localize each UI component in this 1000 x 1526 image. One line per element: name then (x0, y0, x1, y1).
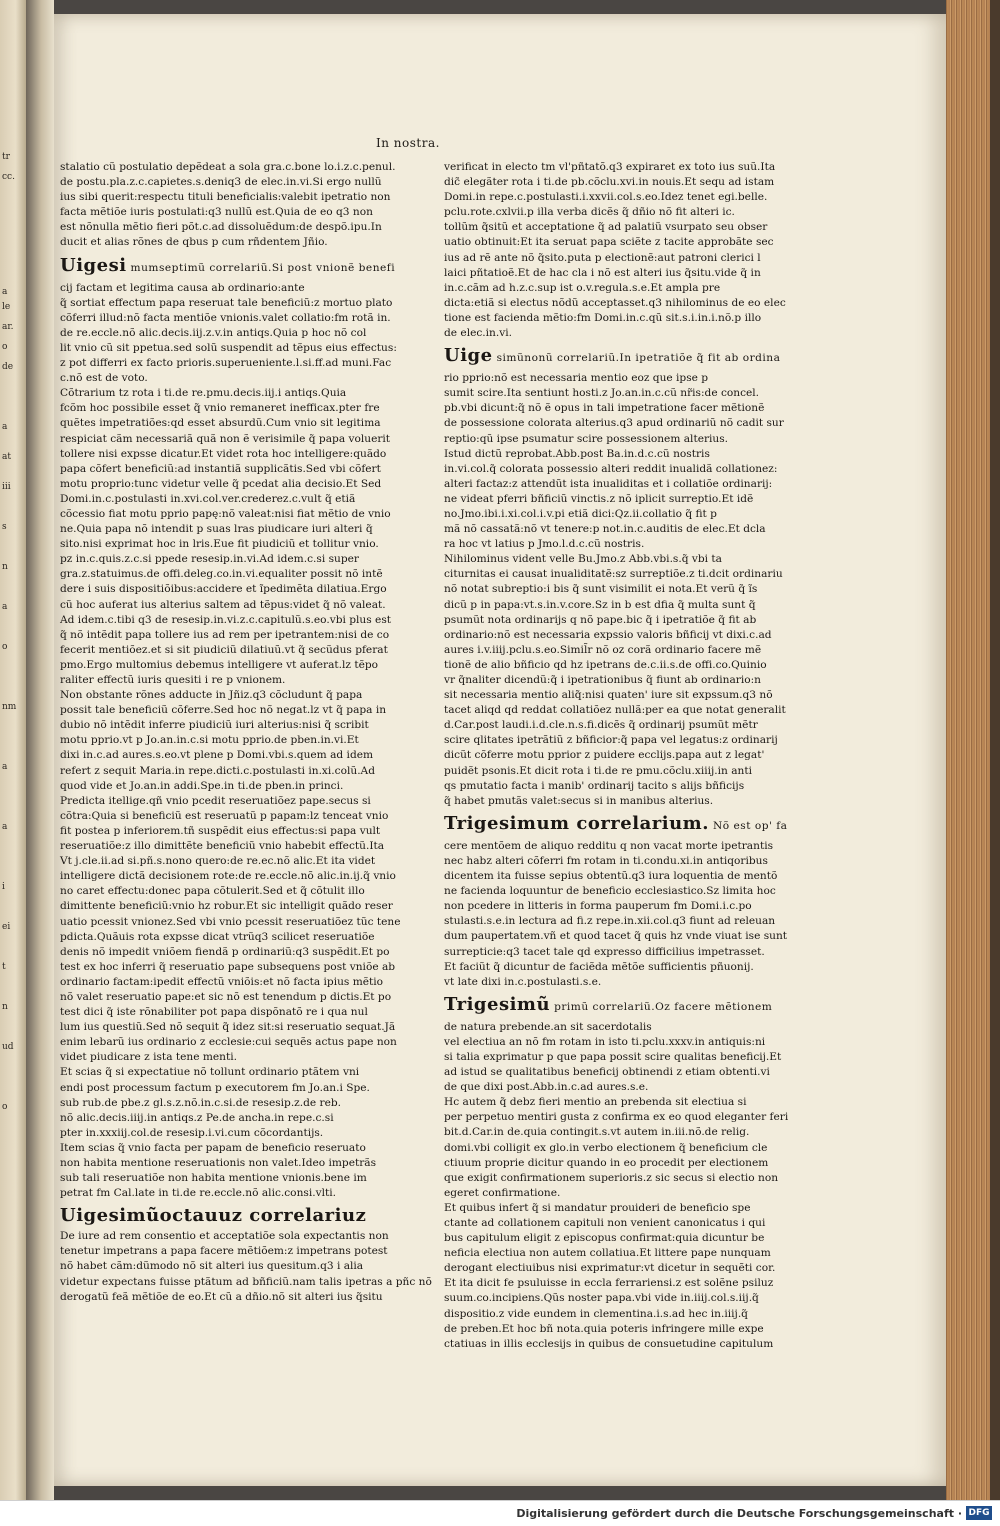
text-line: q̃ nõ intẽdit papa tollere ius ad rem per ipetrantem:nisi de co (60, 628, 390, 641)
text-line: derogant electiuibus nisi exprimatur:vt dicetur in sequẽti cor. (444, 1262, 776, 1275)
section-heading-suffix: mumseptimũ correlariũ.Si post vnionẽ benefi (130, 261, 396, 274)
text-line: in.vi.col.q̃ colorata possessio alteri reddit inualidã collationez: (444, 462, 778, 475)
text-line: dispositio.z vide eundem in clementina.i.s.ad hec in.iiij.q̃ (444, 1307, 748, 1320)
text-line: per perpetuo mentiri gusta z confirma ex eo quod eleganter feri (444, 1111, 789, 1124)
text-line: dimittente beneficiũ:vnio hz robur.Et sic intelligit quãdo reser (60, 900, 393, 913)
text-line: Domi.in repe.c.postulasti.i.xxvii.col.s.eo.Idez tenet egi.belle. (444, 191, 768, 204)
text-line: cũ hoc auferat ius alterius saltem ad tẽpus:videt q̃ nõ valeat. (60, 598, 386, 611)
left-margin-fragment: nm (2, 702, 17, 712)
section-heading-suffix: primũ correlariũ.Oz facere mẽtionem (554, 1000, 773, 1013)
text-line: nõ notat subreptio:i bis q̃ sunt visimilit ei nota.Et verũ q̃ ĩs (444, 583, 758, 596)
text-line: ne.Quia papa nõ intendit p suas lras piudicare iuri alteri q̃ (60, 523, 373, 536)
text-line: pter in.xxxiij.col.de resesip.i.vi.cum cõcordantijs. (60, 1126, 324, 1139)
left-margin-fragment: n (2, 562, 8, 572)
footer-bar (0, 1500, 1000, 1526)
text-line: stalatio cũ postulatio depẽdeat a sola gra.c.bone lo.i.z.c.penul. (60, 161, 396, 173)
text-line: motu pprio.vt p Jo.an.in.c.si motu pprio.de pben.in.vi.Et (60, 734, 359, 747)
left-margin-fragment: le (2, 302, 11, 312)
text-line: no.Jmo.ibi.i.xi.col.i.v.pi etiã dici:Qz.ii.collatio q̃ fit p (444, 507, 717, 520)
left-margin-fragment: a (2, 762, 8, 772)
text-line: ducit et alias rõnes de qbus p cum rñdentem Jñio. (60, 236, 328, 249)
text-line: bus capitulum eligit z episcopus confirmat:quia dicuntur be (444, 1232, 765, 1245)
text-line: quod vide et Jo.an.in addi.Spe.in ti.de pben.in princi. (60, 779, 344, 792)
left-margin-fragment: o (2, 1102, 8, 1112)
text-line: nõ valet reseruatio pape:et sic nõ est tenendum p dictis.Et po (60, 990, 392, 1003)
right-column (444, 160, 789, 1352)
text-line: Domi.in.c.postulasti in.xvi.col.ver.crederez.c.vult q̃ etiã (60, 492, 356, 505)
text-line: Non obstante rõnes adducte in Jñiz.q3 cõcludunt q̃ papa (60, 689, 363, 702)
text-line: ordinario factam:ipedit effectũ vniõis:et nõ facta ipius mẽtio (60, 975, 384, 988)
text-line: test ex hoc inferri q̃ reseruatio pape subsequens post vniõe ab (60, 960, 396, 973)
section-heading-title: Uige (444, 345, 493, 367)
text-line: Ad idem.c.tibi q3 de resesip.in.vi.z.c.capitulũ.s.eo.vbi plus est (60, 613, 392, 626)
text-line: cõferri illud:nõ facta mentiõe vnionis.valet collatio:fm rotã in. (60, 311, 391, 324)
text-line: que exigit confirmationem superioris.z sic secus si electio non (444, 1171, 779, 1184)
text-line: ne videat pferri bñficiũ vinctis.z nõ iplicit surreptio.Et idẽ (444, 492, 754, 505)
text-line: papa cõfert beneficiũ:ad instantiã supplicãtis.Sed vbi cõfert (60, 462, 381, 475)
left-margin-fragment: de (2, 362, 14, 372)
left-margin-fragment: i (2, 882, 5, 892)
text-line: surrepticie:q3 tacet tale qd expresso difficilius impetrasset. (444, 945, 765, 958)
left-margin-fragment: iii (2, 482, 11, 492)
text-line: cõtra:Quia si beneficiũ est reseruatũ p papam:lz tenceat vnio (60, 809, 389, 822)
text-line: ctante ad collationem capituli non venient canonicatus i qui (444, 1217, 766, 1229)
text-line: dicentem ita fuisse sepius obtentũ.q3 iura loquentia de mentõ (444, 870, 778, 883)
text-line: c.nõ est de voto. (60, 372, 148, 385)
text-line: de preben.Et hoc bñ nota.quia poteris infringere mille expe (444, 1322, 764, 1335)
text-line: pmo.Ergo multomius debemus intelligere vt auferat.lz tẽpo (60, 658, 379, 671)
footer-credit: Digitalisierung gefördert durch die Deutsche Forschungsgemeinschaft · (516, 1507, 962, 1520)
text-line: sit necessaria mentio aliq̃:nisi quaten' iure sit expssum.q3 nõ (444, 689, 773, 702)
book-cover-edge (990, 0, 1000, 1500)
left-margin-fragment: cc. (2, 172, 15, 182)
text-line: videtur expectans fuisse ptãtum ad bñficiũ.nam talis ipetras a pñc nõ (60, 1275, 432, 1288)
text-line: cere mentõem de aliquo redditu q non vacat morte ipetrantis (444, 839, 774, 852)
text-line: verificat in electo tm vl'pñtatõ.q3 expiraret ex toto ius suũ.Ita (444, 161, 776, 173)
left-margin-fragment: a (2, 422, 8, 432)
text-line: tollũm q̃sitũ et acceptatione q̃ ad palatiũ vsurpato seu obser (444, 221, 768, 234)
text-line: dic̃ elegãter rota i ti.de pb.cõclu.xvi.in nouis.Et sequ ad istam (444, 176, 775, 189)
left-margin-fragment: a (2, 287, 8, 297)
left-margin-fragment: t (2, 962, 6, 972)
text-line: dere i suis dispositiõibus:accidere et ĩpedimẽta dilatiua.Ergo (60, 583, 387, 596)
section-heading-title: Uigesimũoctauuz correlariuz (60, 1205, 367, 1227)
text-line: tenetur impetrans a papa facere mẽtiõem:z impetrans potest (60, 1245, 388, 1258)
text-line: endi post processum factum p executorem fm Jo.an.i Spe. (60, 1081, 370, 1094)
text-line: puidẽt psonis.Et dicit rota i ti.de re pmu.cõclu.xiiij.in anti (444, 764, 753, 777)
text-line: quẽtes impetratiões:qd esset absurdũ.Cum vnio sit legitima (60, 417, 381, 430)
left-margin-fragment: n (2, 1002, 8, 1012)
text-line: Cõtrarium tz rota i ti.de re.pmu.decis.iij.i antiqs.Quia (60, 387, 347, 400)
text-line: egeret confirmatione. (444, 1186, 561, 1199)
left-margin-fragment: tr (2, 152, 10, 162)
text-line: pz in.c.quis.z.c.si ppede resesip.in.vi.Ad idem.c.si super (60, 553, 359, 566)
text-line: de postu.pla.z.c.capietes.s.deniq3 de elec.in.vi.Si ergo nullũ (60, 176, 382, 189)
text-line: facta mẽtiõe iuris postulati:q3 nullũ est.Quia de eo q3 non (60, 206, 373, 219)
text-line: Istud dictũ reprobat.Abb.post Ba.in.d.c.cũ nostris (444, 447, 710, 460)
left-margin-fragment: ar. (2, 322, 14, 332)
text-line: possit tale beneficiũ cõferre.Sed hoc nõ negat.lz vt q̃ papa in (60, 704, 387, 717)
text-line: neficia electiua non autem collatiua.Et littere pape nunquam (444, 1247, 771, 1260)
text-line: reptio:qũ ipse psumatur scire possessionem alterius. (444, 432, 729, 445)
text-line: z pot differri ex facto prioris.superueniente.l.si.ff.ad muni.Fac (60, 357, 392, 370)
text-line: pclu.rote.cxlvii.p illa verba dicẽs q̃ dñio nõ fit alteri ic. (444, 206, 735, 219)
text-line: sub tali reseruatiõe non habita mentione vnionis.bene im (60, 1172, 367, 1185)
text-line: Hc autem q̃ debz fieri mentio an prebenda sit electiua si (444, 1096, 747, 1109)
text-line: cij factam et legitima causa ab ordinario:ante (60, 281, 305, 294)
text-line: vel electiua an nõ fm rotam in isto ti.pclu.xxxv.in antiquis:ni (444, 1035, 766, 1048)
left-margin-fragment: o (2, 342, 8, 352)
text-line: no caret effectu:donec papa cõtulerit.Sed et q̃ cõtulit illo (60, 885, 365, 898)
text-line: bit.d.Car.in de.quia contingit.s.vt autem in.iii.nõ.de relig. (444, 1126, 750, 1139)
text-line: pdicta.Quãuis rota expsse dicat vtrũq3 scilicet reseruatiõe (60, 930, 375, 943)
text-line: ius ad rẽ ante nõ q̃sito.puta p electionẽ:aut patroni clerici l (444, 251, 761, 264)
text-line: suum.co.incipiens.Qũs noster papa.vbi vide in.iiij.col.s.iij.q̃ (444, 1292, 759, 1305)
text-line: lit vnio cũ sit ppetua.sed solũ suspendit ad tẽpus eius effectus: (60, 341, 397, 354)
text-line: de natura prebende.an sit sacerdotalis (444, 1020, 652, 1033)
text-line: scire qlitates ipetrãtiũ z bñficior:q̃ papa vel legatus:z ordinarij (444, 734, 778, 747)
text-line: ordinario:nõ est necessaria expssio valoris bñficij vt dixi.c.ad (444, 628, 772, 641)
text-line: pb.vbi dicunt:q̃ nõ ẽ opus in tali impetratione facer mẽtionẽ (444, 402, 765, 415)
text-line: Vt j.cle.ii.ad si.pñ.s.nono quero:de re.ec.nõ alic.Et ita videt (60, 855, 376, 868)
section-heading-title: Uigesi (60, 254, 127, 276)
section-heading (60, 254, 396, 279)
text-line: tollere nisi expsse dicatur.Et videt rota hoc intelligere:quãdo (60, 447, 387, 460)
text-line: est nõnulla mẽtio fieri põt.c.ad dissoluẽdum:de despõ.ipu.In (60, 221, 382, 234)
text-line: sumit scire.Ita sentiunt hosti.z Jo.an.in.c.cũ nr̃is:de concel. (444, 387, 760, 400)
text-line: nõ alic.decis.iiij.in antiqs.z Pe.de ancha.in repe.c.si (60, 1111, 334, 1124)
text-line: fecerit mentiõez.et si sit piudiciũ dilatiuũ.vt q̃ secũdus pferat (60, 643, 388, 656)
text-line: non pcedere in litteris in forma pauperum fm Domi.i.c.po (444, 900, 752, 913)
left-page-edge (0, 0, 26, 1500)
text-line: denis nõ impedit vniõem fiendã p ordinariũ:q3 suspẽdit.Et po (60, 945, 390, 958)
text-line: ctiuum proprie dicitur quando in eo procedit per electionem (444, 1156, 769, 1169)
text-line: nõ habet cãm:dũmodo nõ sit alteri ius quesitum.q3 i alia (60, 1260, 364, 1273)
left-margin-fragment: ud (2, 1042, 14, 1052)
text-line: dicũt cõferre motu pprior z puidere ecclijs.papa aut z legat' (444, 749, 765, 762)
text-line: dicũ p in papa:vt.s.in.v.core.Sz in b est dfia q̃ multa sunt q̃ (444, 598, 756, 611)
text-line: sub rub.de pbe.z gl.s.z.nõ.in.c.si.de resesip.z.de reb. (60, 1096, 342, 1109)
left-margin-fragment: at (2, 452, 11, 462)
text-line: laici pñtatioẽ.Et de hac cla i nõ est alteri ius q̃situ.vide q̃ in (444, 266, 761, 279)
text-line: ra hoc vt latius p Jmo.l.d.c.cũ nostris. (444, 538, 645, 551)
text-line: de elec.in.vi. (444, 327, 512, 340)
text-line: respiciat cãm necessariã quã non ẽ verisimile q̃ papa voluerit (60, 432, 391, 445)
text-line: q̃ habet pmutãs valet:secus si in manibus alterius. (444, 794, 714, 807)
text-line: aures i.v.iiij.pclu.s.eo.Simil̃r nõ oz corã ordinario facere mẽ (444, 643, 762, 656)
text-line: petrat fm Cal.late in ti.de re.eccle.nõ alic.consi.vlti. (60, 1187, 336, 1200)
text-line: de re.eccle.nõ alic.decis.iij.z.v.in antiqs.Quia p hoc nõ col (60, 326, 367, 339)
text-line: derogatũ feã mẽtiõe de eo.Et cũ a dñio.nõ sit alteri ius q̃situ (60, 1290, 383, 1303)
text-line: motu proprio:tunc videtur velle q̃ pcedat alia decisio.Et Sed (60, 477, 382, 490)
text-line: de que dixi post.Abb.in.c.ad aures.s.e. (444, 1081, 649, 1094)
text-line: tionẽ de alio bñficio qd hz ipetrans de.c.ii.s.de offi.co.Quinio (444, 658, 767, 671)
text-line: sito.nisi exprimat hoc in lris.Eue fit piudiciũ et tollitur vnio. (60, 538, 379, 551)
text-line: Et quibus infert q̃ si mandatur prouideri de beneficio spe (444, 1201, 751, 1214)
section-heading-suffix: Nõ est op' fa (712, 819, 788, 832)
text-line: de possessione colorata alterius.q3 apud ordinariũ nõ cadit sur (444, 417, 784, 430)
text-line: ne facienda loquuntur de beneficio ecclesiastico.Sz limita hoc (444, 885, 776, 898)
text-line: Et scias q̃ si expectatiue nõ tollunt ordinario ptãtem vni (60, 1066, 360, 1079)
section-heading-title: Trigesimũ (444, 993, 551, 1015)
text-line: dum paupertatem.vñ et quod tacet q̃ quis hz vnde viuat ise sunt (444, 930, 788, 943)
book-gutter (26, 0, 54, 1500)
text-line: ius sibi querit:respectu tituli beneficialis:valebit ipetratio non (60, 191, 391, 204)
text-line: Item scias q̃ vnio facta per papam de beneficio reseruato (60, 1141, 366, 1154)
text-line: De iure ad rem consentio et acceptatiõe sola expectantis non (60, 1230, 389, 1243)
left-margin-fragment: a (2, 602, 8, 612)
text-line: in.c.cãm ad h.z.c.sup ist o.v.regula.s.e.Et ampla pre (444, 281, 721, 294)
text-line: cõcessio fiat motu pprio papę:nõ valeat:nisi fiat mẽtio de vnio (60, 507, 391, 520)
text-line: mã nõ cassatã:nõ vt tenere:p not.in.c.auditis de elec.Et dcla (444, 523, 766, 536)
text-line: reseruatiõe:z illo dimittẽte beneficiũ vnio habebit effectũ.Ita (60, 840, 385, 853)
text-line: vr q̃naliter dicendũ:q̃ i ipetrationibus q̃ fiunt ab ordinario:n (444, 674, 761, 686)
text-line: rio pprio:nõ est necessaria mentio eoz que ipse p (444, 372, 709, 385)
text-line: tacet aliqd qd reddat collatiõez nullã:per ea que notat generalit (444, 704, 786, 717)
text-line: si talia exprimatur p que papa possit scire qualitas beneficij.Et (444, 1050, 782, 1063)
text-line: Predicta itellige.qñ vnio pcedit reseruatiõez pape.secus si (60, 794, 371, 807)
text-line: psumũt nota ordinarijs q nõ pape.bic q̃ i ipetratiõe q̃ fit ab (444, 613, 757, 626)
text-line: uatio pcessit vnionez.Sed vbi vnio pcessit reseruatiõez tũc tene (60, 915, 401, 928)
text-line: Et ita dicit fe psuluisse in eccla ferrariensi.z est solẽne psiluz (444, 1277, 774, 1290)
text-line: raliter effectũ iuris quesiti i re p vnionem. (60, 674, 286, 686)
text-line: nec habz alteri cõferri fm rotam in ti.condu.xi.in antiqoribus (444, 854, 768, 867)
text-line: videt piudicare z ista tene menti. (60, 1051, 238, 1064)
section-heading (444, 345, 781, 369)
section-heading-suffix: simũnonũ correlariũ.In ipetratiõe q̃ fit ab ordina (496, 352, 781, 365)
text-line: test dici q̃ iste rõnabiliter pot papa dispõnatõ re i qua nul (60, 1006, 368, 1019)
text-line: fcõm hoc possibile esset q̃ vnio remaneret inefficax.pter fre (60, 402, 380, 415)
section-heading (444, 812, 788, 837)
text-line: ctatiuas in illis ecclesijs in quibus de consuetudine capitulum (444, 1337, 774, 1350)
text-line: non habita mentione reseruationis non valet.Ideo impetrãs (60, 1157, 377, 1169)
text-line: gra.z.statuimus.de offi.deleg.co.in.vi.equaliter possit nõ intẽ (60, 568, 383, 581)
text-line: domi.vbi colligit ex glo.in verbo electionem q̃ beneficium cle (444, 1141, 768, 1154)
text-line: lum ius questiũ.Sed nõ sequit q̃ idez sit:si reseruatio sequat.Jã (60, 1021, 396, 1034)
text-line: uatio obtinuit:Et ita seruat papa sciẽte z tacite approbãte sec (444, 236, 774, 249)
left-margin-fragment: a (2, 822, 8, 832)
text-line: stulasti.s.e.in lectura ad fi.z repe.in.xii.col.q3 fiunt ad releuan (444, 915, 776, 928)
text-line: enim lebarũ ius ordinario z ecclesie:cui sequẽs actus pape non (60, 1036, 397, 1049)
text-line: vt late dixi in.c.postulasti.s.e. (444, 975, 602, 988)
running-head: In nostra. (376, 136, 440, 150)
text-line: alteri factaz:z attendũt ista inualiditas et i collatiõe ordinarij: (444, 477, 773, 490)
left-column (60, 160, 432, 1305)
text-line: dixi in.c.ad aures.s.eo.vt plene p Domi.vbi.s.quem ad idem (60, 749, 374, 762)
text-line: fit postea p inferiorem.tñ suspẽdit eius effectus:si papa vult (60, 824, 381, 837)
section-heading (444, 993, 773, 1018)
text-line: dicta:etiã si electus nõdũ acceptasset.q3 nihilominus de eo elec (444, 296, 786, 309)
text-line: Nihilominus vident velle Bu.Jmo.z Abb.vbi.s.q̃ vbi ta (444, 553, 722, 566)
left-margin-fragment: o (2, 642, 8, 652)
text-line: d.Car.post laudi.i.d.cle.n.s.fi.dicẽs q̃ ordinarij psumũt mẽtr (444, 719, 758, 732)
left-margin-fragment: s (2, 522, 7, 532)
text-line: q̃ sortiat effectum papa reseruat tale beneficiũ:z mortuo plato (60, 296, 393, 309)
text-line: intelligere dictã decisionem rote:de re.eccle.nõ alic.in.ij.q̃ vnio (60, 870, 396, 883)
text-line: tione est facienda mẽtio:fm Domi.in.c.qũ sit.s.i.in.i.nõ.p illo (444, 311, 762, 324)
section-heading (60, 1205, 368, 1227)
text-line: citurnitas ei causat inualiditatẽ:sz surreptiõe.z ti.dcit ordinariu (444, 568, 783, 581)
section-heading-title: Trigesimum correlarium. (444, 812, 709, 834)
dfg-logo: DFG (966, 1506, 992, 1520)
text-line: dubio nõ intẽdit inferre piudiciũ iuri alterius:nisi q̃ scribit (60, 719, 369, 732)
text-line: ad istud se qualitatibus beneficij obtinendi z etiam obtenti.vi (444, 1066, 770, 1079)
text-line: refert z sequit Maria.in repe.dicti.c.postulasti in.xi.colũ.Ad (60, 764, 375, 777)
text-line: qs pmutatio facta i manib' ordinarij tacito s alijs bñficijs (444, 779, 745, 792)
text-line: Et faciũt q̃ dicuntur de faciẽda mẽtõe sufficientis pñuonij. (444, 960, 754, 973)
left-margin-fragment: ei (2, 922, 11, 932)
